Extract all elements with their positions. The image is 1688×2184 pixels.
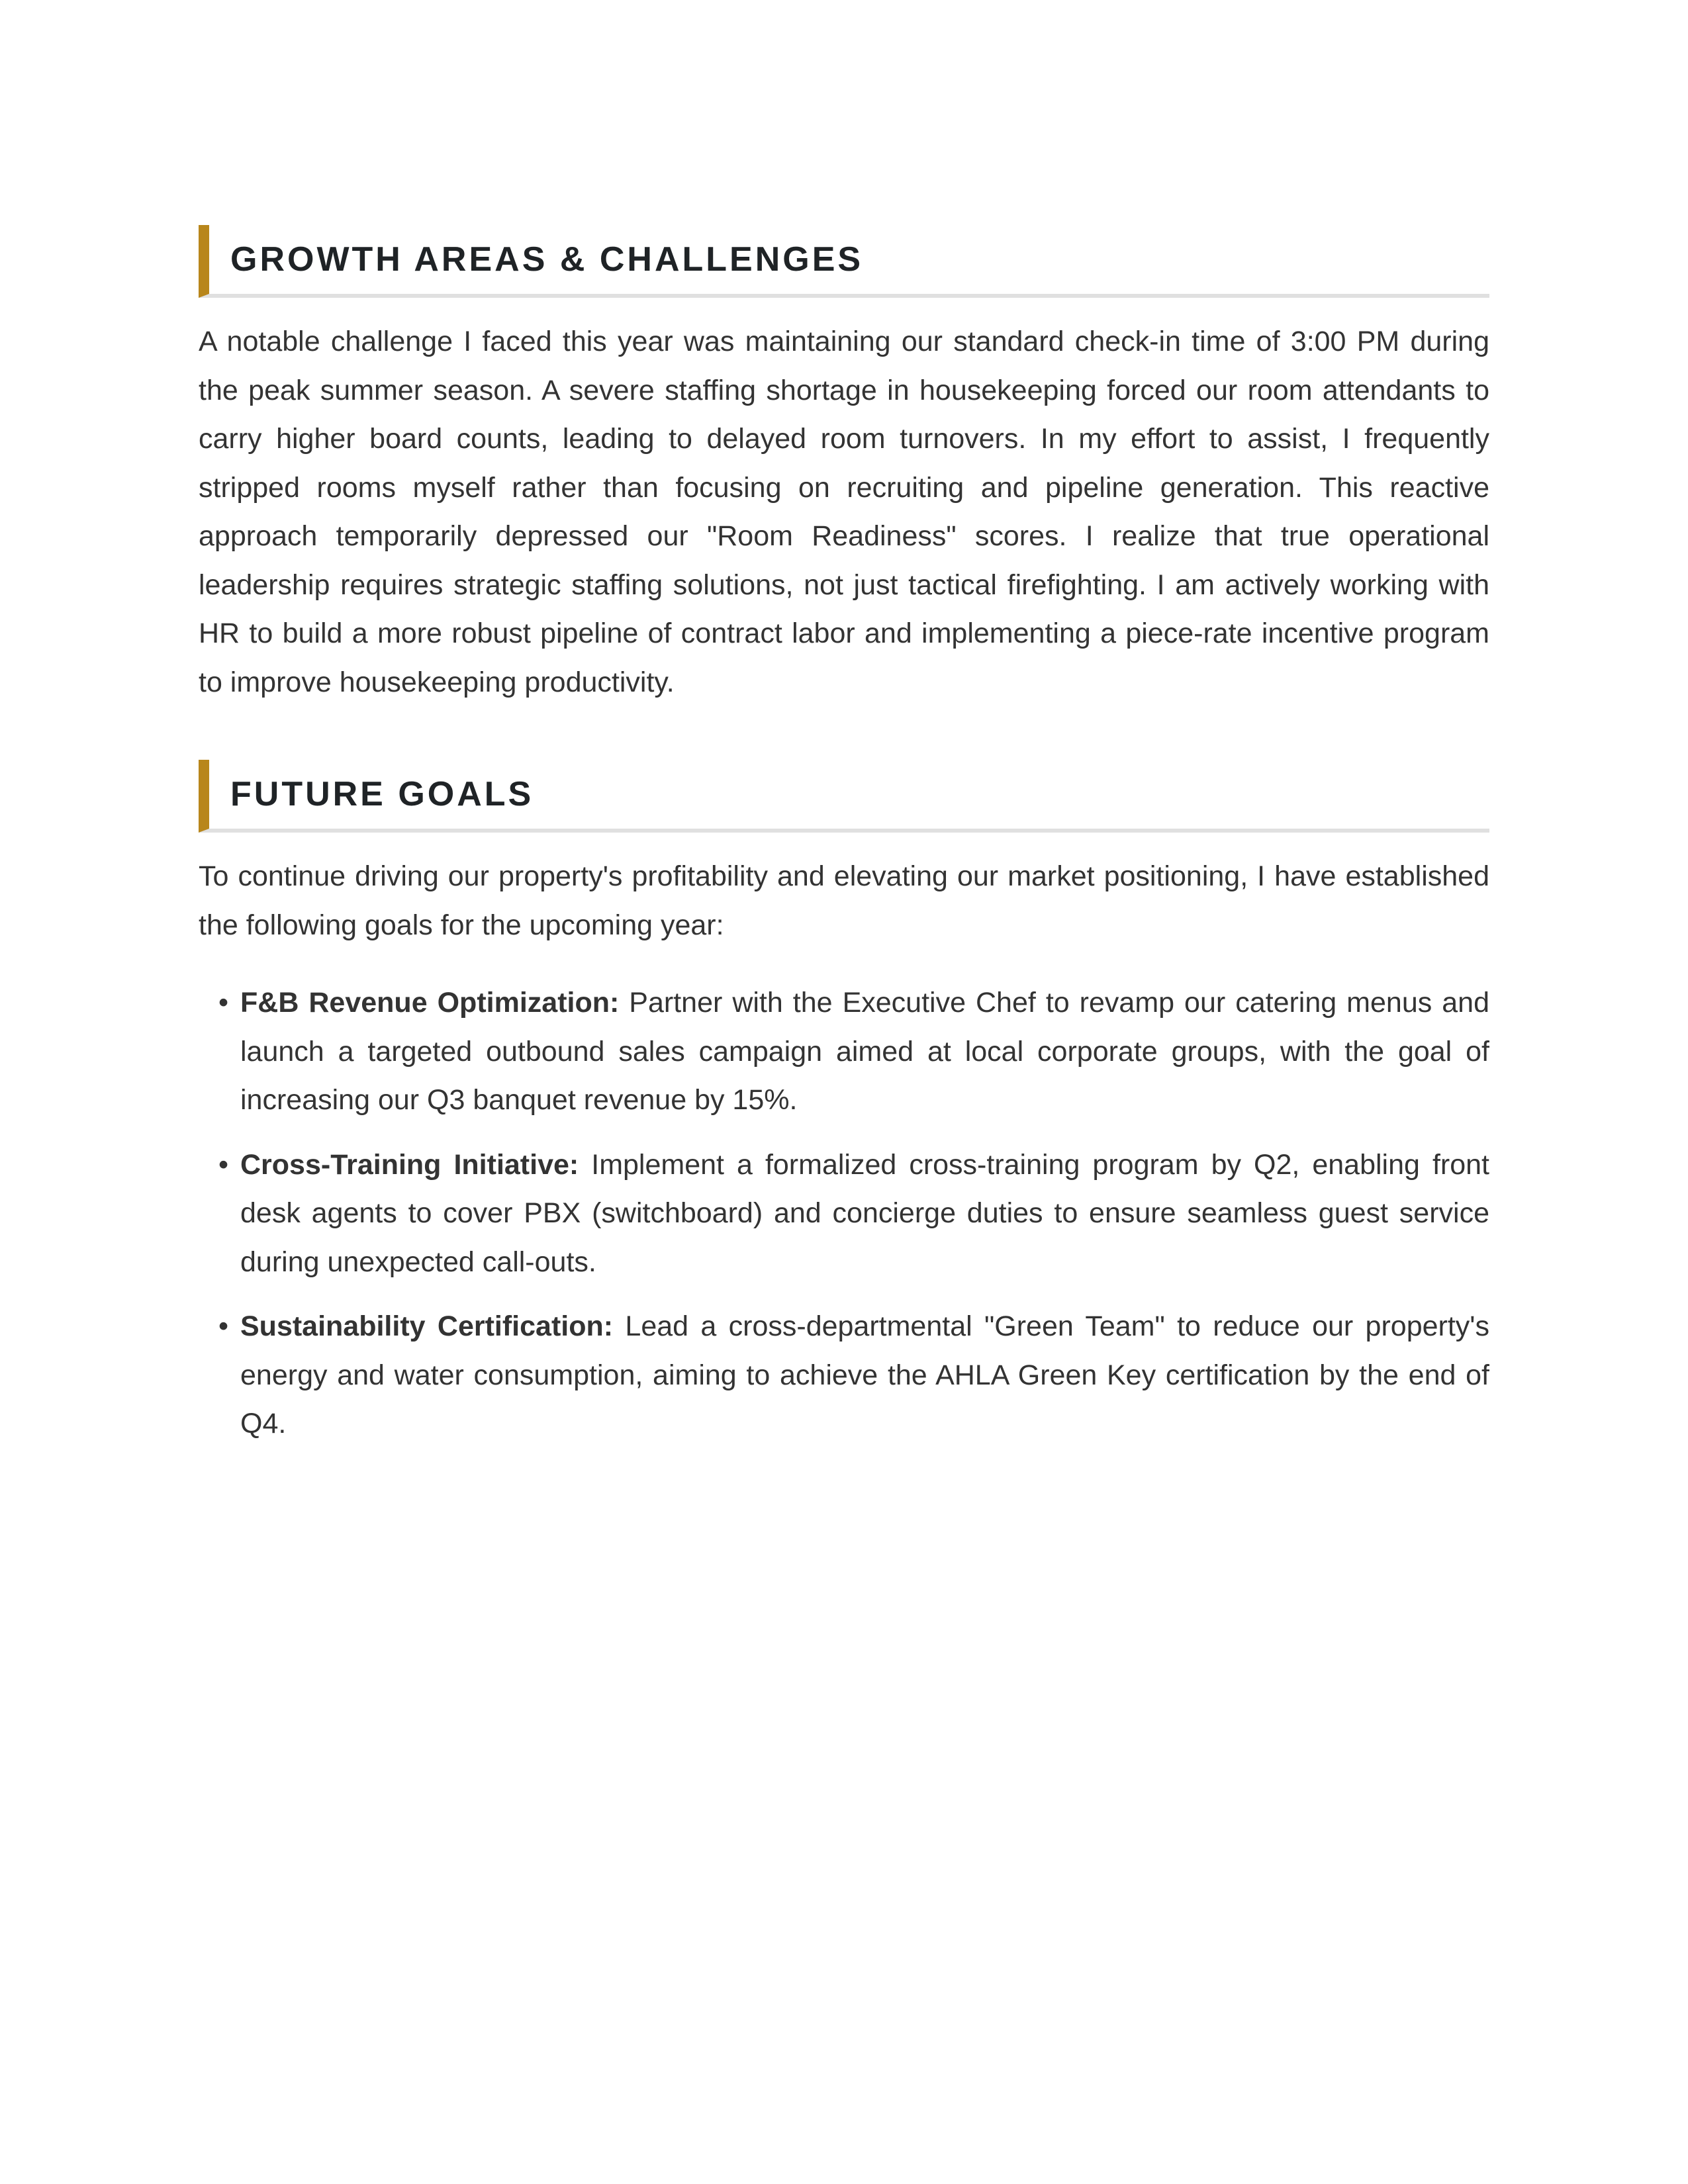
goal-text: Partner with the Executive Chef to revamp our catering menus and launch a targeted outbound sales campaign aimed at local corporate groups, with the goal of increasing our Q3 banquet revenue by 15%. [240,987,1489,1116]
growth-areas-section [199,225,1489,707]
future-goals-section [199,760,1489,1449]
goal-title: Cross-Training Initiative: [240,1148,579,1181]
growth-areas-heading: GROWTH AREAS & CHALLENGES [230,240,864,279]
goal-title: F&B Revenue Optimization: [240,987,620,1019]
future-goals-intro: To continue driving our property's profitability and elevating our market positioning, I have established the following goals for the upcoming year: [199,860,1489,941]
bullet-marker: • [218,1148,229,1181]
goal-item-fb-revenue [199,979,1489,1125]
bullet-marker: • [218,1310,229,1342]
goal-title: Sustainability Certification: [240,1310,614,1342]
future-goals-heading: FUTURE GOALS [230,775,534,813]
bullet-marker: • [218,987,229,1019]
goal-text: Lead a cross-departmental "Green Team" to reduce our property's energy and water consumption, aiming to achieve the AHLA Green Key certification by the end of Q4. [240,1310,1489,1439]
goal-text: Implement a formalized cross-training program by Q2, enabling front desk agents to cover PBX (switchboard) and concierge duties to ensure seamless guest service during unexpected call-outs. [240,1148,1489,1278]
goals-list [199,979,1489,1449]
goal-item-sustainability [199,1302,1489,1449]
section-heading-growth [199,225,1489,298]
section-heading-goals [199,760,1489,833]
goal-item-cross-training [199,1141,1489,1287]
growth-areas-paragraph: A notable challenge I faced this year was maintaining our standard check-in time of 3:00 PM during the peak summer season. A severe staffing shortage in housekeeping forced our room attendants to carry higher board counts, leading to delayed room turnovers. In my effort to assist, I frequently stripped rooms myself rather than focusing on recruiting and pipeline generation. This reactive approach temporarily depressed our "Room Readiness" scores. I realize that true operational leadership requires strategic staffing solutions, not just tactical firefighting. I am actively working with HR to build a more robust pipeline of contract labor and implementing a piece-rate incentive program to improve housekeeping productivity. [199,326,1489,698]
document-page [199,225,1489,1465]
